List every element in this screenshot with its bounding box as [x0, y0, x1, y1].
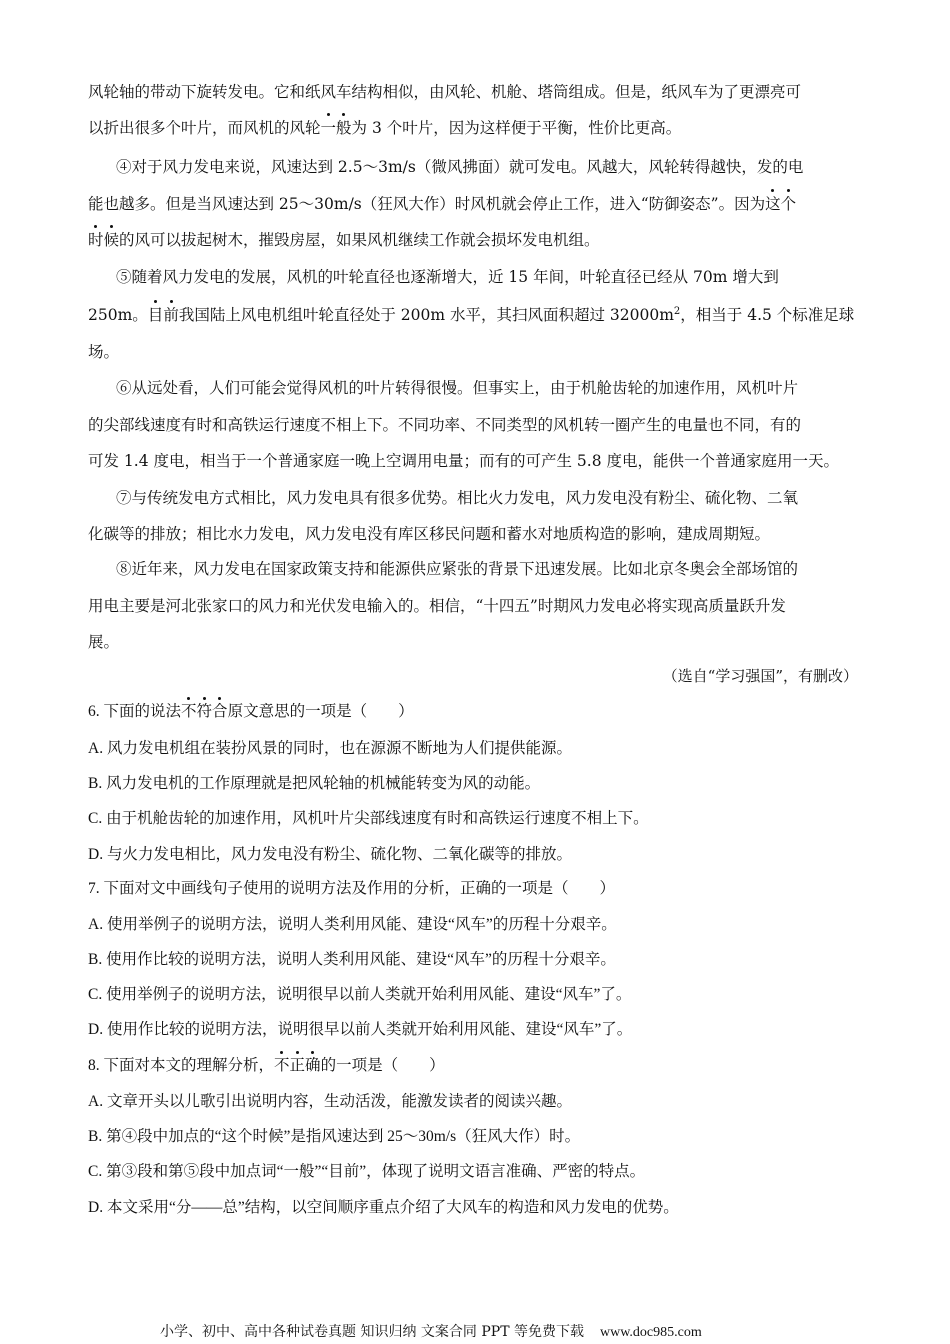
passage-line: 风轮轴的带动下旋转发电。它和纸风车结构相似，由风轮、机舱、塔筒组成。但是，纸风车为了更漂亮可 [88, 83, 802, 101]
dotted-word [148, 306, 179, 324]
paragraph-8-line: 用电主要是河北张家口的风力和光伏发电输入的。相信，“十四五”时期风力发电必将实现高质量跃升发 [88, 597, 786, 615]
source-note: （选自“学习强国”，有删改） [662, 667, 858, 685]
dotted-word [88, 231, 119, 249]
question-7-stem: 7. 下面对文中画线句子使用的说明方法及作用的分析，正确的一项是（ ） [88, 880, 616, 897]
dotted-char: 符 [197, 700, 213, 724]
dotted-word [274, 1057, 321, 1074]
dotted-word [181, 703, 228, 720]
dotted-char: 个 [781, 192, 797, 216]
question-8-option-c: C. 第③段和第⑤段中加点词“一般”“目前”，体现了说明文语言准确、严密的特点。 [88, 1163, 646, 1180]
question-6-option-d: D. 与火力发电相比，风力发电没有粉尘、硫化物、二氧化碳等的排放。 [88, 846, 572, 863]
question-8-stem: 8. 下面对本文的理解分析，不正确的一项是（ ） [88, 1054, 445, 1078]
paragraph-6-line: 的尖部线速度有时和高铁运行速度不相上下。不同功率、不同类型的风机转一圈产生的电量也不同，有的 [88, 416, 802, 434]
question-8-option-d: D. 本文采用“分——总”结构，以空间顺序重点介绍了大风车的构造和风力发电的优势。 [88, 1199, 679, 1216]
paragraph-6-line: ⑥从远处看，人们可能会觉得风机的叶片转得很慢。但事实上，由于机舱齿轮的加速作用，风机叶片 [116, 379, 799, 397]
dotted-char: 不 [181, 700, 197, 724]
dotted-char: 时 [88, 228, 104, 252]
question-6-stem: 6. 下面的说法不符合原文意思的一项是（ ） [88, 700, 414, 724]
passage-line: 以折出很多个叶片，而风机的风轮一般为 3 个叶片，因为这样便于平衡，性价比更高。 [88, 116, 868, 140]
footer-link[interactable]: www.doc985.com [599, 1325, 702, 1340]
paragraph-7-line: 化碳等的排放；相比水力发电，风力发电没有库区移民问题和蓄水对地质构造的影响，建成周期短。 [88, 525, 771, 543]
question-7-option-d: D. 使用作比较的说明方法，说明很早以前人类就开始利用风能、建设“风车”了。 [88, 1021, 633, 1038]
paragraph-8-line: 展。 [88, 633, 120, 651]
paragraph-5-line: 250m。目前我国陆上风电机组叶轮直径处于 200m 水平，其扫风面积超过 $32000m^2$，相当于 4.5 个标准足球 [88, 303, 868, 327]
question-8-option-a: A. 文章开头以儿歌引出说明内容，生动活泼，能激发读者的阅读兴趣。 [88, 1093, 572, 1110]
question-7-option-b: B. 使用作比较的说明方法，说明人类利用风能、建设“风车”的历程十分艰辛。 [88, 951, 616, 968]
question-6-option-c: C. 由于机舱齿轮的加速作用，风机叶片尖部线速度有时和高铁运行速度不相上下。 [88, 810, 649, 827]
paragraph-4-line: ④对于风力发电来说，风速达到 2.5～3m/s（微风拂面）就可发电。风越大，风轮转得越快，发的电 [116, 158, 804, 176]
dotted-char: 候 [104, 228, 120, 252]
paragraph-7-line: ⑦与传统发电方式相比，风力发电具有很多优势。相比火力发电，风力发电没有粉尘、硫化物、二氧 [116, 489, 799, 507]
question-6-option-b: B. 风力发电机的工作原理就是把风轮轴的机械能转变为风的动能。 [88, 775, 541, 792]
paragraph-4-line: 时候的风可以拔起树木，摧毁房屋，如果风机继续工作就会损坏发电机组。 [88, 228, 868, 252]
question-7-option-a: A. 使用举例子的说明方法，说明人类利用风能、建设“风车”的历程十分艰辛。 [88, 916, 617, 933]
footer-text: 小学、初中、高中各种试卷真题 知识归纳 文案合同 PPT 等免费下载 [160, 1324, 584, 1340]
dotted-word [321, 119, 352, 137]
dotted-char: 前 [163, 303, 179, 327]
paragraph-5-line: 场。 [88, 343, 120, 361]
question-6-option-a: A. 风力发电机组在装扮风景的同时，也在源源不断地为人们提供能源。 [88, 740, 572, 757]
page-footer [160, 1322, 702, 1343]
dotted-char: 一 [321, 116, 337, 140]
paragraph-4-line: 能也越多。但是当风速达到 25～30m/s（狂风大作）时风机就会停止工作，进入“防御姿态”。因为这个 [88, 192, 868, 216]
question-7-option-c: C. 使用举例子的说明方法，说明很早以前人类就开始利用风能、建设“风车”了。 [88, 986, 632, 1003]
paragraph-5-line: ⑤随着风力发电的发展，风机的叶轮直径也逐渐增大，近 15 年间，叶轮直径已经从 70m 增大到 [116, 268, 779, 286]
dotted-char: 正 [290, 1054, 306, 1078]
paragraph-6-line: 可发 1.4 度电，相当于一个普通家庭一晚上空调用电量；而有的可产生 5.8 度电，能供一个普通家庭用一天。 [88, 452, 840, 470]
dotted-char: 目 [148, 303, 164, 327]
dotted-char: 确 [305, 1054, 321, 1078]
dotted-char: 这 [765, 192, 781, 216]
paragraph-8-line: ⑧近年来，风力发电在国家政策支持和能源供应紧张的背景下迅速发展。比如北京冬奥会全部场馆的 [116, 560, 799, 578]
dotted-word [765, 195, 796, 213]
question-8-option-b: B. 第④段中加点的“这个时候”是指风速达到 25～30m/s（狂风大作）时。 [88, 1128, 581, 1145]
dotted-char: 不 [274, 1054, 290, 1078]
dotted-char: 合 [212, 700, 228, 724]
dotted-char: 般 [336, 116, 352, 140]
